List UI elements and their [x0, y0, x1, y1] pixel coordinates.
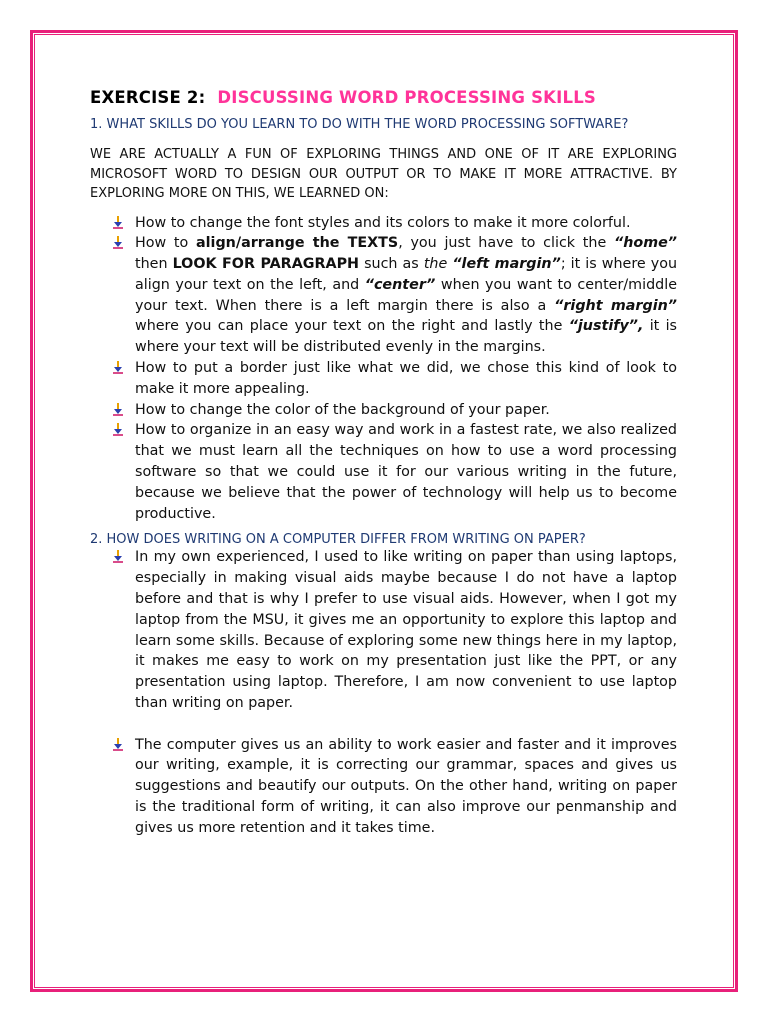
list-item: How to put a border just like what we did, we chose this kind of look to make it more appealing. — [135, 358, 677, 400]
document-content — [90, 88, 677, 839]
intro-paragraph: WE ARE ACTUALLY A FUN OF EXPLORING THINGS AND ONE OF IT ARE EXPLORING MICROSOFT WORD TO DESIGN OUR OUTPUT OR TO MAKE IT MORE ATTRACTIVE. BY EXPLORING MORE ON THIS, WE LEARNED ON: — [90, 147, 677, 201]
list-item: In my own experienced, I used to like writing on paper than using laptops, especially in making visual aids maybe because I do not have a laptop before and that is why I prefer to use visual aids. However, when I got my laptop from the MSU, it gives me an opportunity to explore this laptop and learn some skills. Because of exploring some new things here in my laptop, it makes me easy to work on my presentation just like the PPT, or any presentation using laptop. Therefore, I am now convenient to use laptop than writing on paper. — [135, 547, 677, 713]
skills-list — [90, 213, 677, 525]
arrow-down-bullet-icon — [113, 235, 123, 249]
arrow-down-bullet-icon — [113, 422, 123, 436]
list-item: How to organize in an easy way and work in a fastest rate, we also realized that we must learn all the techniques on how to use a word processing software so that we could use it for our various writing in the future, because we believe that the power of technology will help us to become productive. — [135, 420, 677, 524]
list-item: The computer gives us an ability to work easier and faster and it improves our writing, example, it is correcting our grammar, spaces and gives us suggestions and beautify our outputs. On the other hand, writing on paper is the traditional form of writing, it can also improve our penmanship and gives us more retention and it takes time. — [135, 735, 677, 839]
list-item: How to align/arrange the TEXTS, you just have to click the “home” then LOOK FOR PARAGRAPH such as the “left margin”; it is where you align your text on the left, and “center” when you want to center/middle your text. When there is a left margin there is also a “right margin” where you can place your text on the right and lastly the “justify”, it is where your text will be distributed evenly in the margins. — [135, 233, 677, 358]
spacer — [135, 714, 677, 735]
exercise-label: EXERCISE 2: — [90, 88, 206, 107]
arrow-down-bullet-icon — [113, 360, 123, 374]
answers-list — [90, 547, 677, 838]
arrow-down-bullet-icon — [113, 737, 123, 751]
question-1: 1. WHAT SKILLS DO YOU LEARN TO DO WITH THE WORD PROCESSING SOFTWARE? — [90, 117, 629, 132]
arrow-down-bullet-icon — [113, 402, 123, 416]
arrow-down-bullet-icon — [113, 215, 123, 229]
arrow-down-bullet-icon — [113, 549, 123, 563]
list-item: How to change the font styles and its colors to make it more colorful. — [135, 213, 677, 234]
exercise-topic: DISCUSSING WORD PROCESSING SKILLS — [217, 88, 597, 107]
page-title — [90, 88, 677, 107]
question-2: 2. HOW DOES WRITING ON A COMPUTER DIFFER FROM WRITING ON PAPER? — [90, 532, 586, 548]
list-item: How to change the color of the background of your paper. — [135, 400, 677, 421]
